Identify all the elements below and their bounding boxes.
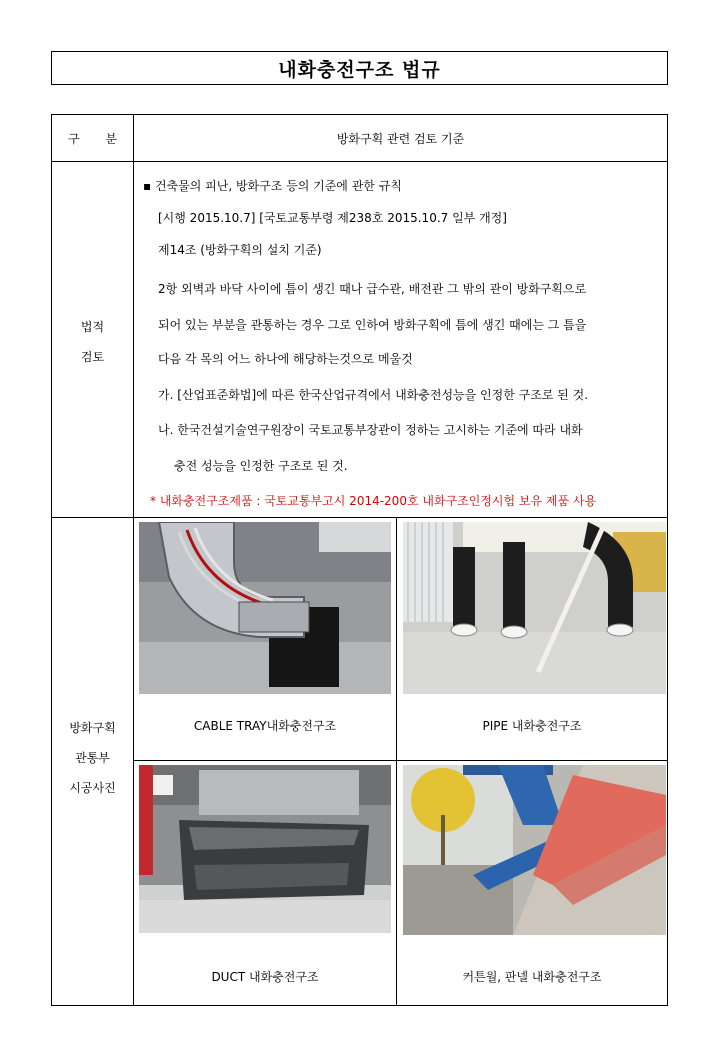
photo-caption: CABLE TRAY내화충전구조 [193, 719, 337, 733]
regulation-line: 2항 외벽과 바닥 사이에 틈이 생긴 때나 급수관, 배전관 그 밖의 관이 방화구획으로 [158, 282, 587, 296]
product-note: * 내화충전구조제품 : 국토교통부고시 2014-200호 내화구조인정시험 보유 제품 사용 [150, 494, 597, 508]
pipe-photo [403, 522, 666, 694]
regulation-line: 가. [산업표준화법]에 따른 한국산업규격에서 내화충전성능을 인정한 구조로 된 것. [158, 388, 589, 402]
duct-photo [139, 765, 391, 933]
section-divider [52, 517, 667, 518]
photo-caption: DUCT 내화충전구조 [211, 970, 319, 984]
regulation-line: 되어 있는 부분을 관통하는 경우 그로 인하여 방화구획에 틈에 생긴 때에는 그 틈을 [158, 318, 587, 332]
section-photos-label: 방화구획 관통부 시공사진 [69, 721, 116, 795]
regulation-line: 나. 한국건설기술연구원장이 국토교통부장관이 정하는 고시하는 기준에 따라 내화 [158, 423, 583, 437]
photo-caption: PIPE 내화충전구조 [482, 719, 582, 733]
header-category: 구 분 [68, 131, 117, 146]
regulation-line: 충전 성능을 인정한 구조로 된 것. [174, 459, 348, 473]
cable-tray-photo [139, 522, 391, 694]
header-divider [52, 161, 667, 162]
regulation-line: 다음 각 목의 어느 하나에 해당하는것으로 메울것 [158, 352, 413, 366]
regulation-line: [시행 2015.10.7] [국토교통부령 제238호 2015.10.7 일부 개정] [158, 211, 507, 225]
title-box [51, 51, 668, 85]
regulation-table [51, 114, 668, 1006]
photo-caption: 커튼월, 판넬 내화충전구조 [462, 970, 602, 984]
page-title: 내화충전구조 법규 [278, 58, 441, 81]
curtainwall-photo [403, 765, 666, 935]
header-criteria: 방화구획 관련 검토 기준 [336, 131, 465, 146]
regulation-line: ▪ 건축물의 피난, 방화구조 등의 기준에 관한 규칙 [143, 179, 402, 193]
section-legal-review-label: 법적 검토 [80, 320, 105, 364]
photo-row-divider [133, 760, 667, 761]
column-divider [133, 115, 134, 1005]
regulation-line: 제14조 (방화구획의 설치 기준) [158, 243, 322, 257]
photo-column-divider [396, 517, 397, 1005]
